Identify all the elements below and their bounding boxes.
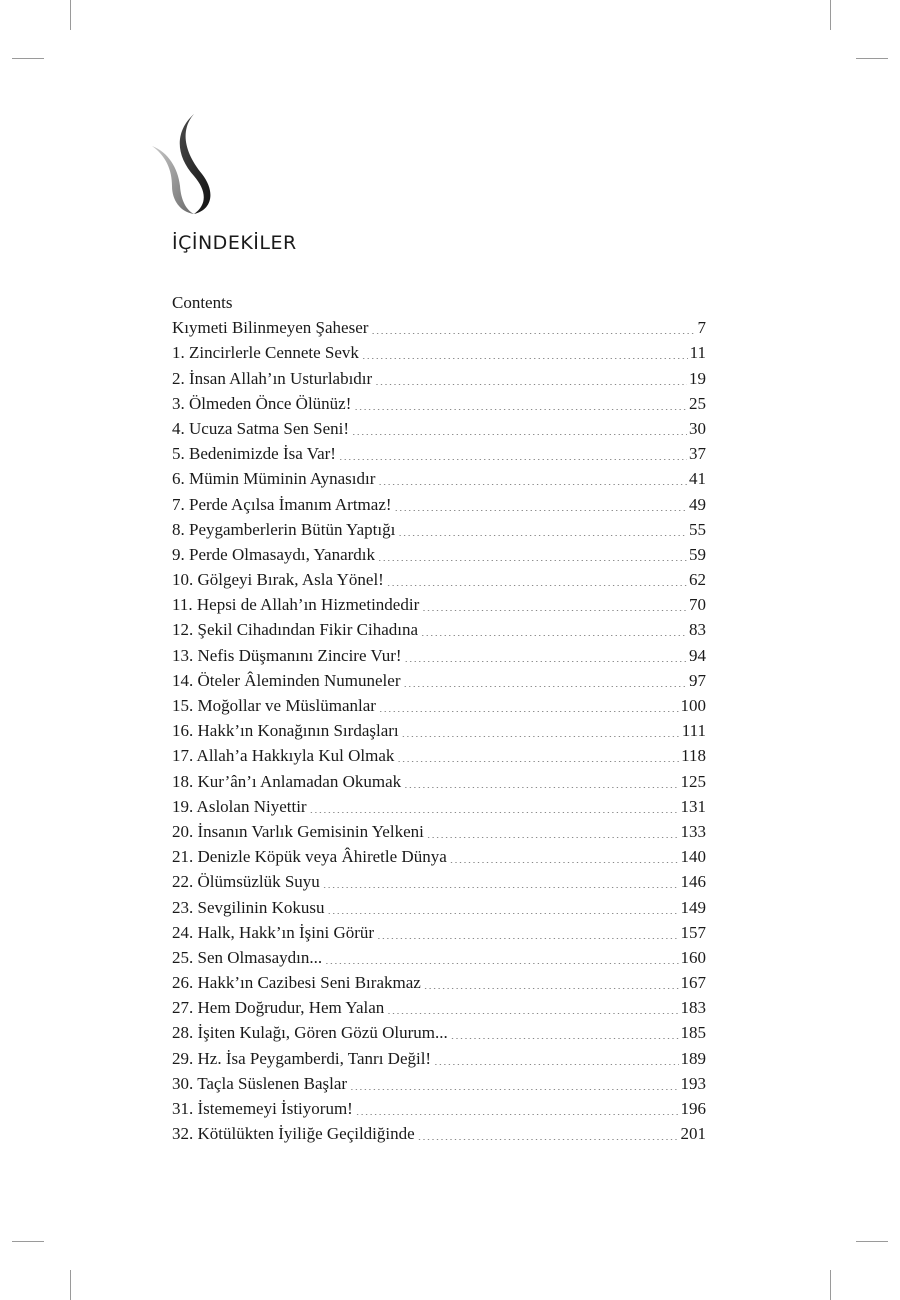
toc-entry-title: 6. Mümin Müminin Aynasıdır bbox=[172, 469, 376, 489]
toc-entry bbox=[172, 743, 706, 768]
toc-entry-title: 11. Hepsi de Allah’ın Hizmetindedir bbox=[172, 595, 420, 615]
toc-entry bbox=[172, 920, 706, 945]
toc-entry-title: 24. Halk, Hakk’ın İşini Görür bbox=[172, 922, 375, 942]
toc-entry-title: 31. İstememeyi İstiyorum! bbox=[172, 1099, 353, 1118]
page-heading: İÇİNDEKİLER bbox=[172, 232, 297, 254]
toc-entry-title: 2. İnsan Allah’ın Usturlabıdır bbox=[172, 368, 373, 388]
toc-entry bbox=[172, 567, 706, 592]
toc-entry-page: 133 bbox=[680, 821, 706, 841]
toc-entry-title: 23. Sevgilinin Kokusu bbox=[172, 897, 325, 917]
toc-leader-dots bbox=[323, 871, 679, 888]
crop-mark-bottom-left bbox=[70, 1270, 71, 1300]
toc-entry-title: 26. Hakk’ın Cazibesi Seni Bırakmaz bbox=[172, 973, 421, 993]
toc-entry bbox=[172, 517, 706, 542]
toc-entry bbox=[172, 1096, 706, 1121]
toc-leader-dots bbox=[434, 1048, 678, 1065]
toc-entry bbox=[172, 895, 706, 920]
toc-entry-page: 94 bbox=[689, 645, 706, 665]
toc-entry-page: 201 bbox=[680, 1124, 706, 1144]
toc-entry-page: 157 bbox=[680, 922, 706, 942]
toc-entry bbox=[172, 592, 706, 617]
toc-entry bbox=[172, 391, 706, 416]
toc-entry-page: 125 bbox=[680, 771, 706, 791]
toc-entry-page: 30 bbox=[689, 418, 706, 438]
toc-entry-title: 25. Sen Olmasaydın... bbox=[172, 947, 323, 967]
toc-entry-title: 14. Öteler Âleminden Numuneler bbox=[172, 670, 401, 690]
toc-entry-page: 11 bbox=[689, 343, 706, 363]
toc-entry bbox=[172, 819, 706, 844]
toc-entry bbox=[172, 1121, 706, 1146]
toc-leader-dots bbox=[402, 720, 680, 737]
toc-entry-title: 10. Gölgeyi Bırak, Asla Yönel! bbox=[172, 570, 384, 590]
toc-leader-dots bbox=[451, 1022, 679, 1039]
crop-mark-left-top bbox=[12, 58, 44, 59]
toc-leader-dots bbox=[356, 1098, 679, 1115]
toc-entry bbox=[172, 1071, 706, 1096]
toc-entry bbox=[172, 416, 706, 441]
toc-entry bbox=[172, 1020, 706, 1045]
toc-entry-page: 111 bbox=[681, 721, 706, 741]
toc-entry-page: 7 bbox=[697, 318, 706, 338]
toc-entry bbox=[172, 794, 706, 819]
toc-entry-page: 55 bbox=[689, 519, 706, 539]
toc-entry-title: Kıymeti Bilinmeyen Şaheser bbox=[172, 318, 369, 338]
toc-entry bbox=[172, 970, 706, 995]
toc-leader-dots bbox=[387, 569, 687, 586]
toc-entry-page: 185 bbox=[680, 1023, 706, 1043]
toc-entry-title: 17. Allah’a Hakkıyla Kul Olmak bbox=[172, 746, 395, 766]
toc-entry-title: 5. Bedenimizde İsa Var! bbox=[172, 444, 336, 464]
toc-leader-dots bbox=[427, 821, 679, 838]
toc-leader-dots bbox=[395, 494, 687, 511]
toc-entry-page: 97 bbox=[689, 670, 706, 690]
toc-entry-title: 12. Şekil Cihadından Fikir Cihadına bbox=[172, 620, 419, 640]
toc-entry bbox=[172, 340, 706, 365]
toc-entry-page: 183 bbox=[680, 998, 706, 1018]
toc-leader-dots bbox=[378, 544, 687, 561]
toc-entry bbox=[172, 366, 706, 391]
toc-entry-title: 21. Denizle Köpük veya Âhiretle Dünya bbox=[172, 847, 447, 867]
toc-leader-dots bbox=[405, 645, 687, 662]
toc-entry-title: 1. Zincirlerle Cennete Sevk bbox=[172, 343, 359, 363]
toc-entry-page: 196 bbox=[680, 1099, 706, 1118]
swirl-ornament-icon bbox=[150, 112, 222, 217]
toc-entry-page: 49 bbox=[689, 494, 706, 514]
toc-leader-dots bbox=[450, 846, 679, 863]
toc-entry-page: 83 bbox=[689, 620, 706, 640]
crop-mark-top-right bbox=[830, 0, 831, 30]
toc-entry bbox=[172, 844, 706, 869]
toc-leader-dots bbox=[404, 670, 688, 687]
toc-leader-dots bbox=[424, 972, 679, 989]
table-of-contents bbox=[172, 290, 706, 1146]
toc-leader-dots bbox=[325, 947, 678, 964]
toc-leader-dots bbox=[422, 594, 687, 611]
toc-entry-title: 32. Kötülükten İyiliğe Geçildiğinde bbox=[172, 1124, 415, 1144]
toc-entry-title: 22. Ölümsüzlük Suyu bbox=[172, 872, 320, 892]
toc-entry-page: 189 bbox=[680, 1048, 706, 1068]
toc-entry-title: 9. Perde Olmasaydı, Yanardık bbox=[172, 544, 376, 564]
toc-leader-dots bbox=[397, 745, 679, 762]
toc-entry-title: 8. Peygamberlerin Bütün Yaptığı bbox=[172, 519, 396, 539]
toc-entry bbox=[172, 1046, 706, 1071]
toc-entry-title: 3. Ölmeden Önce Ölünüz! bbox=[172, 393, 352, 413]
crop-mark-right-top bbox=[856, 58, 888, 59]
toc-entry-page: 62 bbox=[689, 570, 706, 590]
toc-entry-title: 7. Perde Açılsa İmanım Artmaz! bbox=[172, 494, 392, 514]
toc-entry-title: 4. Ucuza Satma Sen Seni! bbox=[172, 418, 350, 438]
toc-entry-title: 15. Moğollar ve Müslümanlar bbox=[172, 696, 376, 715]
toc-entry bbox=[172, 668, 706, 693]
toc-leader-dots bbox=[379, 695, 679, 712]
toc-entry-page: 118 bbox=[681, 746, 706, 766]
toc-entry-page: 149 bbox=[680, 897, 706, 917]
toc-entry-title: 28. İşiten Kulağı, Gören Gözü Olurum... bbox=[172, 1023, 448, 1043]
toc-entry-page: 160 bbox=[680, 947, 706, 967]
toc-entry-title: 16. Hakk’ın Konağının Sırdaşları bbox=[172, 721, 399, 741]
toc-leader-dots bbox=[350, 1073, 678, 1090]
crop-mark-left-bottom bbox=[12, 1241, 44, 1242]
toc-entry-title: 20. İnsanın Varlık Gemisinin Yelkeni bbox=[172, 821, 424, 841]
toc-leader-dots bbox=[377, 922, 678, 939]
toc-leader-dots bbox=[418, 1123, 679, 1140]
toc-entry-page: 41 bbox=[689, 469, 706, 489]
toc-subheading: Contents bbox=[172, 293, 233, 312]
toc-entry-title: 30. Taçla Süslenen Başlar bbox=[172, 1073, 348, 1093]
toc-entry bbox=[172, 492, 706, 517]
toc-entry bbox=[172, 617, 706, 642]
toc-leader-dots bbox=[339, 443, 687, 460]
toc-leader-dots bbox=[387, 997, 678, 1014]
toc-leader-dots bbox=[328, 897, 679, 914]
toc-leader-dots bbox=[375, 368, 687, 385]
toc-leader-dots bbox=[362, 342, 688, 359]
toc-entry-page: 37 bbox=[689, 444, 706, 464]
toc-entry-page: 59 bbox=[689, 544, 706, 564]
toc-entry-title: 18. Kur’ân’ı Anlamadan Okumak bbox=[172, 771, 402, 791]
toc-entry-page: 193 bbox=[680, 1073, 706, 1093]
toc-entry bbox=[172, 466, 706, 491]
toc-entry-page: 19 bbox=[689, 368, 706, 388]
toc-entry bbox=[172, 315, 706, 340]
toc-leader-dots bbox=[371, 317, 695, 334]
toc-leader-dots bbox=[352, 418, 687, 435]
toc-entry bbox=[172, 945, 706, 970]
crop-mark-right-bottom bbox=[856, 1241, 888, 1242]
toc-entry bbox=[172, 718, 706, 743]
crop-mark-bottom-right bbox=[830, 1270, 831, 1300]
toc-entry-page: 70 bbox=[689, 595, 706, 615]
toc-leader-dots bbox=[421, 619, 687, 636]
toc-entry bbox=[172, 643, 706, 668]
toc-entry bbox=[172, 995, 706, 1020]
toc-entry bbox=[172, 441, 706, 466]
toc-entry-title: 27. Hem Doğrudur, Hem Yalan bbox=[172, 998, 385, 1018]
toc-entry-page: 140 bbox=[680, 847, 706, 867]
toc-entry bbox=[172, 693, 706, 718]
toc-entry-page: 25 bbox=[689, 393, 706, 413]
toc-entry-title: 19. Aslolan Niyettir bbox=[172, 796, 307, 816]
toc-entry bbox=[172, 869, 706, 894]
toc-entry-page: 131 bbox=[680, 796, 706, 816]
toc-entry bbox=[172, 769, 706, 794]
toc-entry-page: 100 bbox=[680, 696, 706, 715]
crop-mark-top-left bbox=[70, 0, 71, 30]
toc-entry-title: 13. Nefis Düşmanını Zincire Vur! bbox=[172, 645, 402, 665]
toc-entry-page: 146 bbox=[680, 872, 706, 892]
toc-leader-dots bbox=[404, 771, 678, 788]
toc-leader-dots bbox=[378, 468, 687, 485]
toc-entry-title: 29. Hz. İsa Peygamberdi, Tanrı Değil! bbox=[172, 1048, 432, 1068]
toc-leader-dots bbox=[310, 796, 679, 813]
toc-leader-dots bbox=[398, 519, 687, 536]
toc-entry-page: 167 bbox=[680, 973, 706, 993]
toc-entries bbox=[172, 315, 706, 1146]
toc-leader-dots bbox=[354, 393, 687, 410]
toc-entry bbox=[172, 542, 706, 567]
